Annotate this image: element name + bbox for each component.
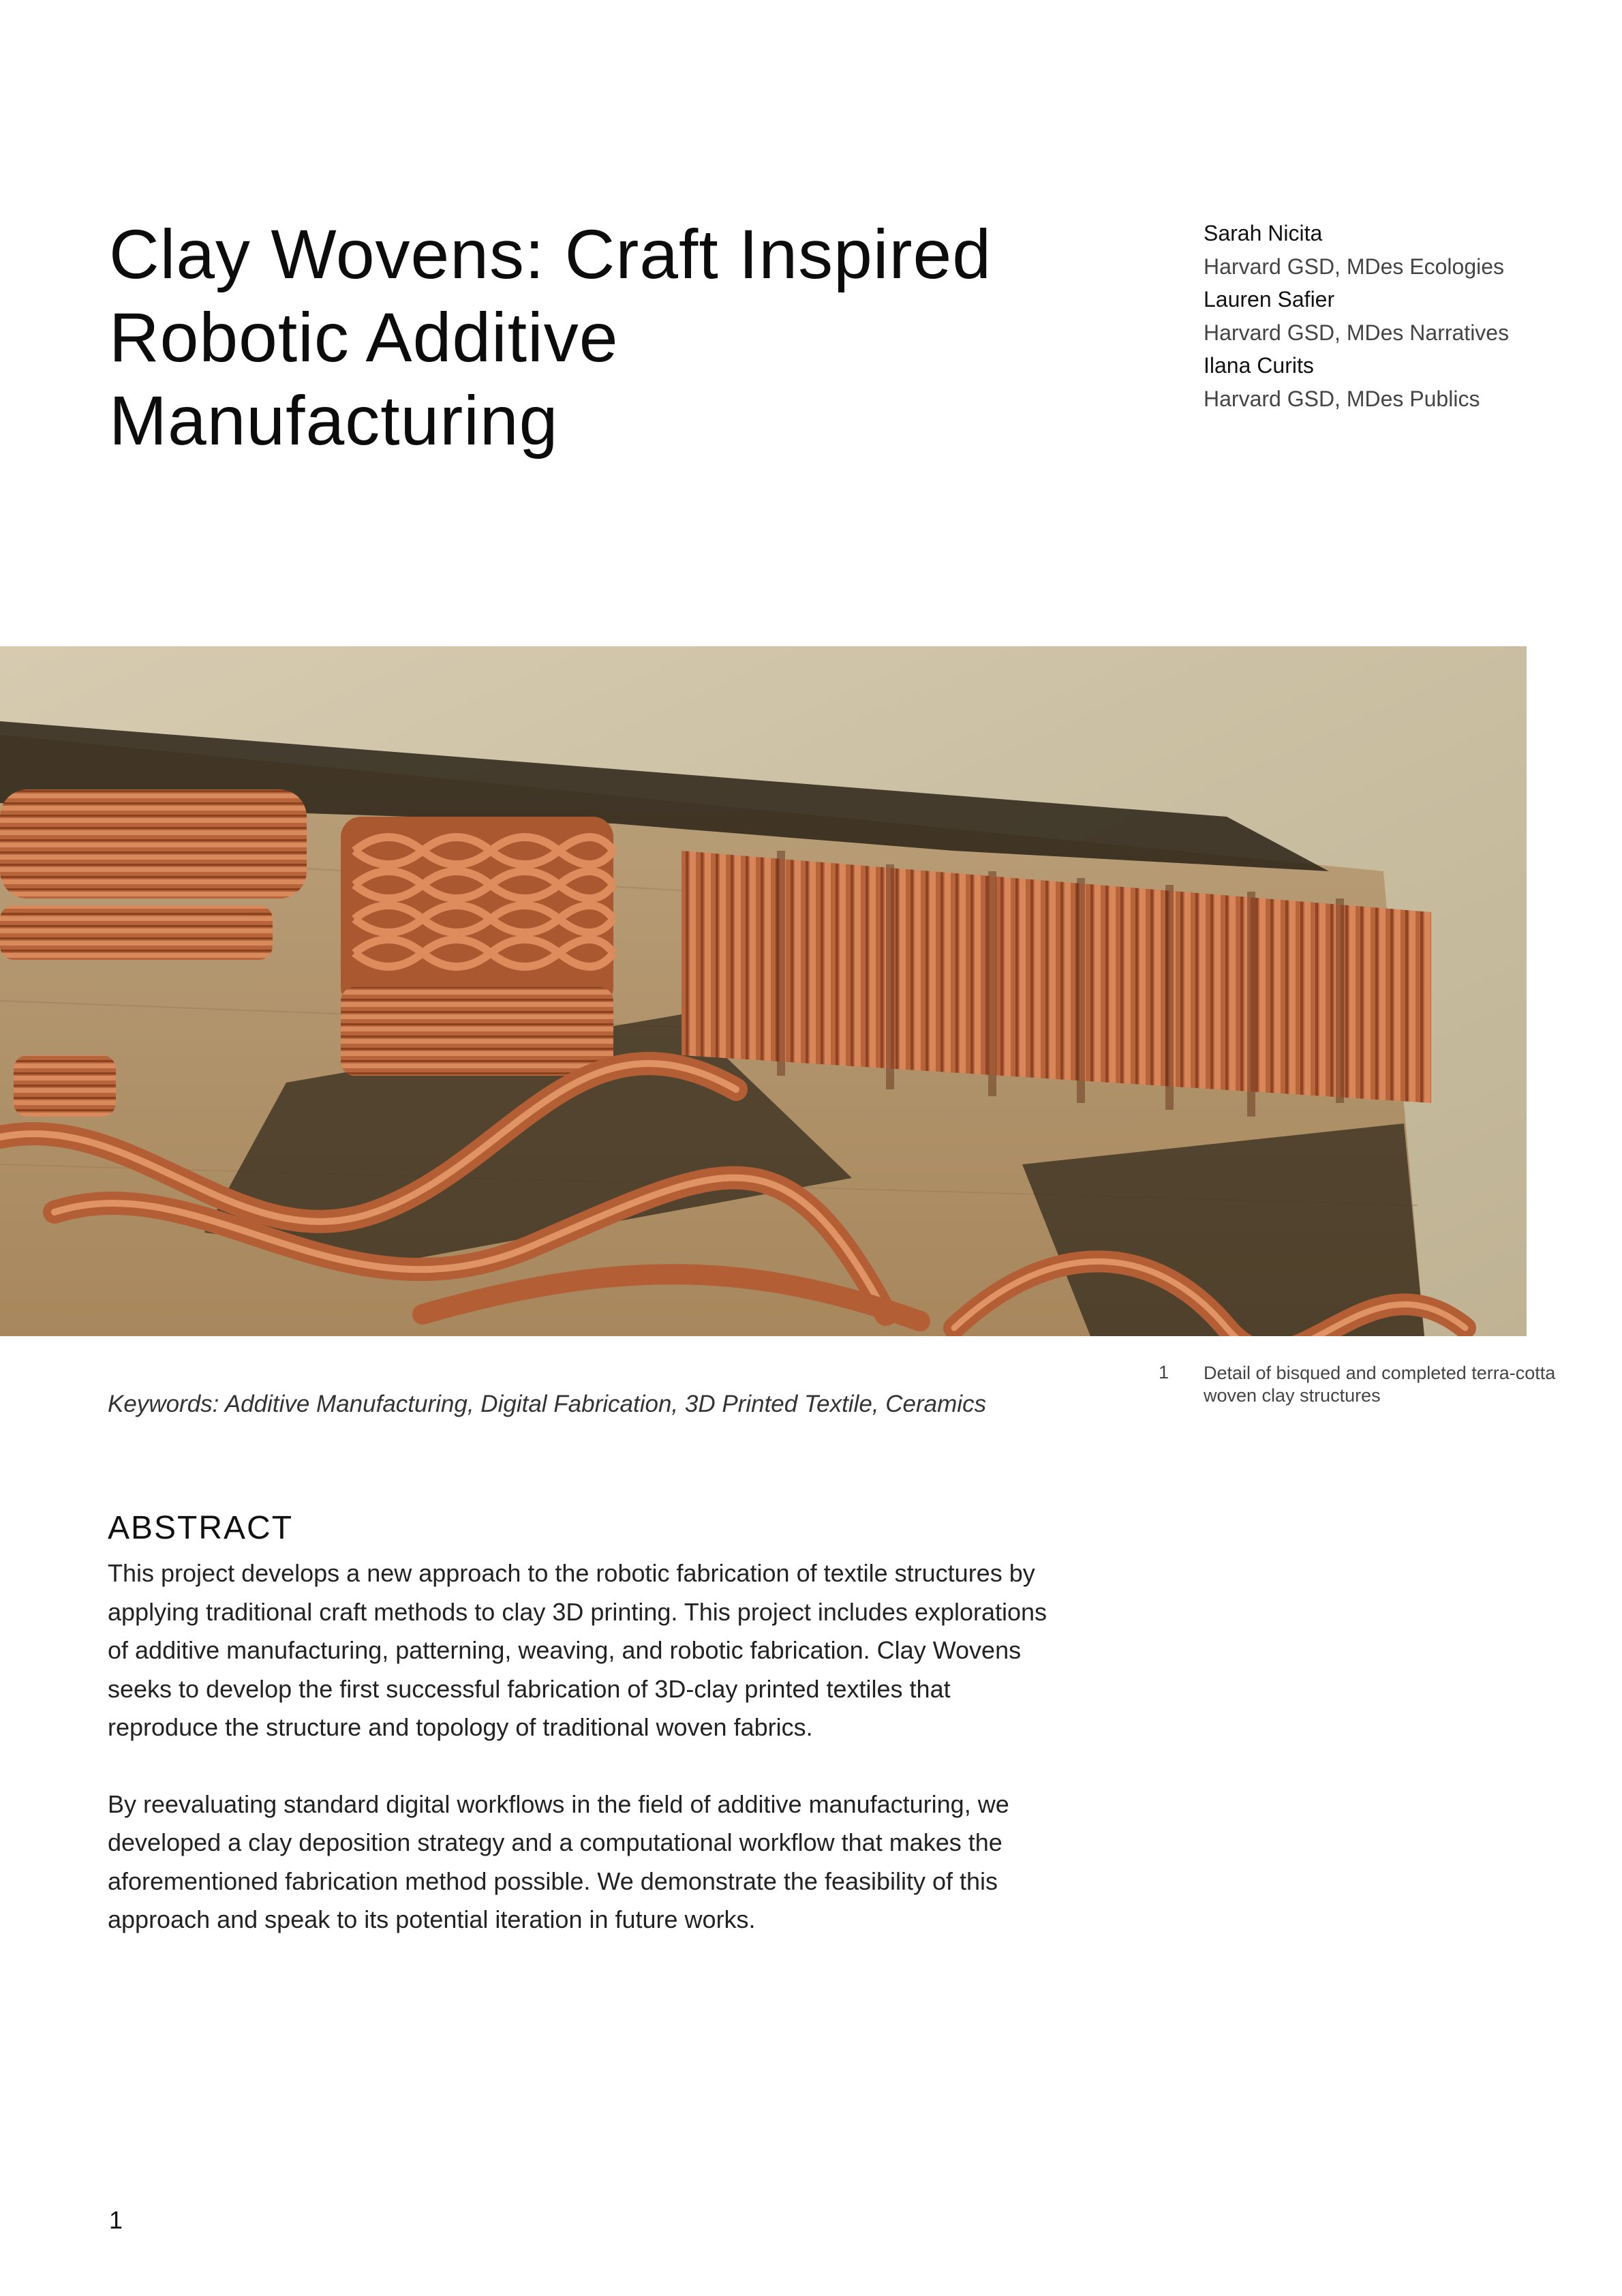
figure-photo bbox=[0, 646, 1527, 1336]
abstract-paragraph: By reevaluating standard digital workflows in the field of additive manufacturing, we developed a clay deposition strategy and a computational workflow that makes the aforementioned fabrication method possible. We demonstrate the feasibility of this approach and speak to its potential iteration in future works. bbox=[108, 1789, 1009, 1933]
abstract-body bbox=[108, 1554, 1048, 1978]
paper-title: Clay Wovens: Craft Inspired Robotic Additive Manufacturing bbox=[109, 215, 992, 459]
author-name: Sarah Nicita bbox=[1204, 221, 1323, 245]
clay-woven-photo-illustration bbox=[0, 646, 1527, 1336]
keywords: Keywords: Additive Manufacturing, Digital Fabrication, 3D Printed Textile, Ceramics bbox=[108, 1391, 987, 1417]
author-list bbox=[1204, 217, 1599, 415]
author-name: Lauren Safier bbox=[1204, 287, 1335, 312]
author-affiliation: Harvard GSD, MDes Narratives bbox=[1204, 320, 1510, 345]
figure-number: 1 bbox=[1159, 1362, 1169, 1383]
author-name: Ilana Curits bbox=[1204, 353, 1314, 378]
abstract-heading: ABSTRACT bbox=[108, 1510, 294, 1546]
page-number: 1 bbox=[109, 2206, 123, 2234]
abstract-paragraph: This project develops a new approach to the robotic fabrication of textile structures by applying traditional craft methods to clay 3D printing. This project includes explorations of additive manufacturing, patterning, weaving, and robotic fabrication. Clay Wovens seeks to develop the first successful fabrication of 3D-clay printed textiles that reproduce the structure and topology of traditional woven fabrics. bbox=[108, 1559, 1047, 1741]
author-affiliation: Harvard GSD, MDes Ecologies bbox=[1204, 254, 1505, 279]
figure-caption: Detail of bisqued and completed terra-cotta woven clay structures bbox=[1204, 1363, 1556, 1406]
author-affiliation: Harvard GSD, MDes Publics bbox=[1204, 386, 1480, 411]
